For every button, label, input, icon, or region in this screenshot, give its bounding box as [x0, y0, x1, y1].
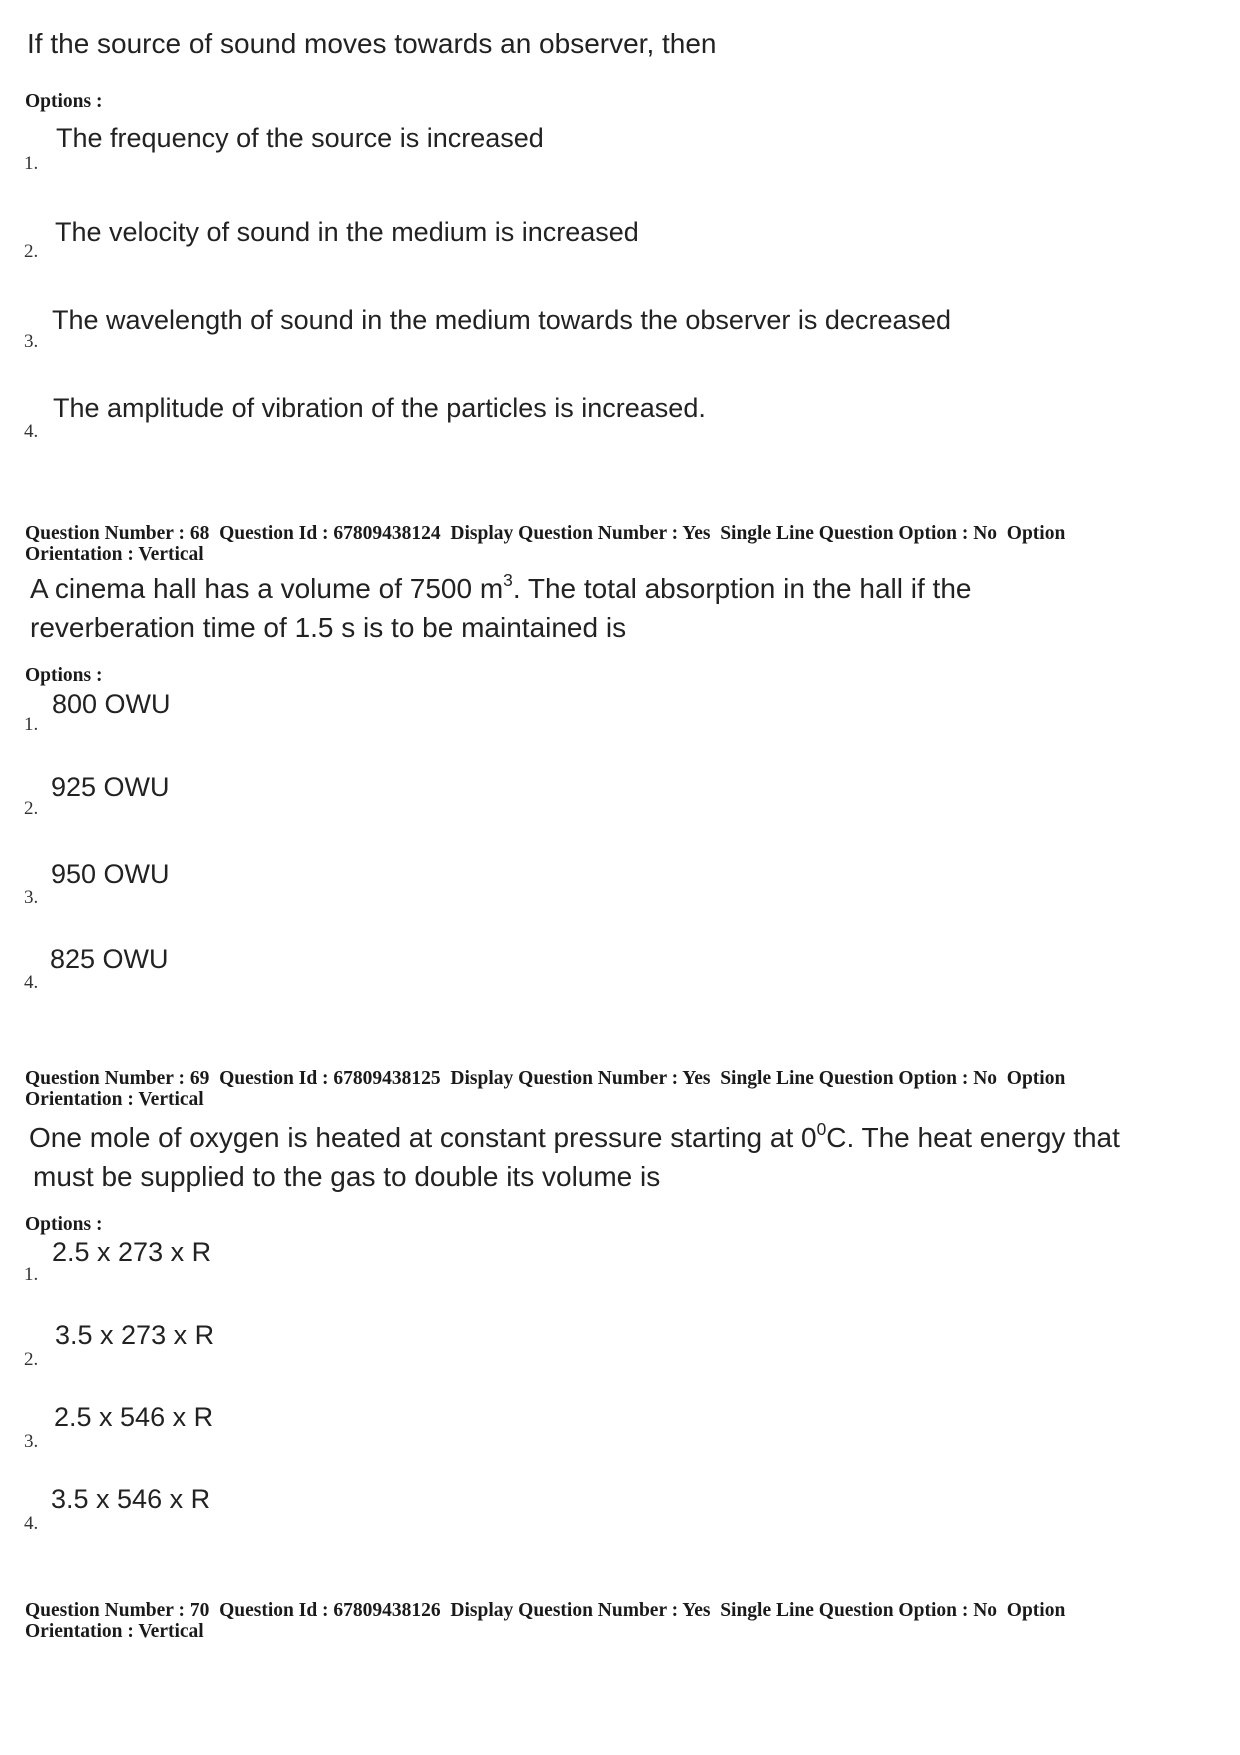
- option-number: 3.: [24, 887, 39, 908]
- question-67-option-1[interactable]: [0, 120, 1200, 174]
- option-number: 3.: [24, 331, 39, 352]
- question-69-option-2[interactable]: [0, 1318, 1200, 1368]
- option-text: The velocity of sound in the medium is increased: [55, 217, 639, 247]
- question-67-text: If the source of sound moves towards an observer, then: [27, 28, 717, 59]
- superscript: 3: [503, 570, 513, 590]
- question-69-text-line2: must be supplied to the gas to double its volume is: [33, 1161, 661, 1192]
- option-number: 4.: [24, 421, 39, 442]
- question-68-text-line1: [30, 569, 971, 608]
- option-text: The amplitude of vibration of the particles is increased.: [53, 393, 706, 423]
- question-68-option-4[interactable]: [0, 943, 1200, 993]
- question-69-meta-line2: Orientation : Vertical: [25, 1089, 204, 1110]
- option-text: The wavelength of sound in the medium towards the observer is decreased: [52, 305, 952, 335]
- question-68-text-part: . The total absorption in the hall if the: [512, 573, 972, 604]
- question-68-meta-line2: Orientation : Vertical: [25, 544, 204, 565]
- question-69-meta: [25, 1068, 1205, 1110]
- question-68-meta: [25, 523, 1205, 565]
- option-number: 2.: [24, 798, 39, 819]
- option-text: 2.5 x 546 x R: [54, 1402, 214, 1432]
- question-69-options-label: Options :: [25, 1214, 103, 1235]
- question-69-meta-line1: Question Number : 69 Question Id : 67809438125 Display Question Number : Yes Single Line Question Option : No Option: [25, 1068, 1066, 1089]
- option-text: 800 OWU: [52, 689, 171, 719]
- question-69-option-4[interactable]: [0, 1482, 1200, 1532]
- question-69-text-part: One mole of oxygen is heated at constant pressure starting at 0: [29, 1122, 817, 1153]
- option-text: 2.5 x 273 x R: [52, 1237, 212, 1267]
- question-67-option-2[interactable]: [0, 213, 1200, 263]
- option-number: 1.: [24, 1264, 39, 1285]
- superscript: 0: [816, 1119, 827, 1139]
- question-69-text-part: C. The heat energy that: [826, 1122, 1120, 1153]
- option-text: 925 OWU: [51, 772, 170, 802]
- question-68-text-part: A cinema hall has a volume of 7500 m: [30, 573, 504, 604]
- option-number: 1.: [24, 153, 39, 174]
- question-67-options-label: Options :: [25, 91, 103, 112]
- option-number: 1.: [24, 714, 39, 735]
- option-number: 4.: [24, 1513, 39, 1534]
- option-text: 825 OWU: [50, 944, 169, 974]
- question-68-option-1[interactable]: [0, 688, 1200, 738]
- option-text: 950 OWU: [51, 859, 170, 889]
- question-70-meta-line1: Question Number : 70 Question Id : 67809438126 Display Question Number : Yes Single Line Question Option : No Option: [25, 1600, 1066, 1621]
- question-68-options-label: Options :: [25, 665, 103, 686]
- option-number: 2.: [24, 1349, 39, 1370]
- option-text: 3.5 x 273 x R: [55, 1320, 215, 1350]
- question-69-option-3[interactable]: [0, 1400, 1200, 1450]
- question-67-option-3[interactable]: [0, 302, 1200, 352]
- option-number: 3.: [24, 1431, 39, 1452]
- question-68-meta-line1: Question Number : 68 Question Id : 67809438124 Display Question Number : Yes Single Line Question Option : No Option: [25, 523, 1066, 544]
- question-68-option-3[interactable]: [0, 857, 1200, 907]
- question-67-option-4[interactable]: [0, 392, 1200, 442]
- question-69-option-1[interactable]: [0, 1236, 1200, 1286]
- question-70-meta-line2: Orientation : Vertical: [25, 1621, 204, 1642]
- option-text: 3.5 x 546 x R: [51, 1484, 211, 1514]
- question-69-text-line1: [29, 1118, 1120, 1157]
- question-70-meta: [25, 1600, 1205, 1642]
- question-68-option-2[interactable]: [0, 770, 1200, 820]
- option-text: The frequency of the source is increased: [56, 123, 544, 153]
- option-number: 4.: [24, 972, 39, 993]
- option-number: 2.: [24, 241, 39, 262]
- question-68-text-line2: reverberation time of 1.5 s is to be maintained is: [30, 612, 627, 643]
